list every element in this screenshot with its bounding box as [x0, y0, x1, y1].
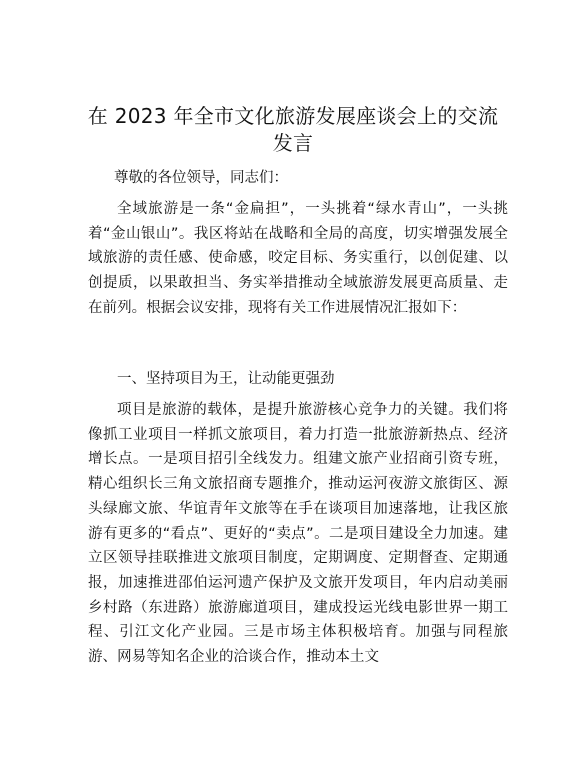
greeting-line: 尊敬的各位领导，同志们： — [114, 170, 288, 186]
document-title: 在 2023 年全市文化旅游发展座谈会上的交流发言 — [87, 104, 499, 155]
section-1-paragraph: 项目是旅游的载体，是提升旅游核心竞争力的关键。我们将像抓工业项目一样抓文旅项目，着力打造一批旅游新热点、经济增长点。一是项目招引全线发力。组建文旅产业招商引资专班，精心组织长三角文旅招商专题推介，推动运河夜游文旅街区、源头绿廊文旅、华谊青年文旅等在手在谈项目加速落地，让我区旅游有更多的“看点”、更好的“卖点”。二是项目建设全力加速。建立区领导挂联推进文旅项目制度，定期调度、定期督查、定期通报，加速推进邵伯运河遗产保护及文旅开发项目，年内启动美丽乡村路（东进路）旅游廊道项目，建成投运光线电影世界一期工程、引江文化产业园。三是市场主体积极培育。加强与同程旅游、网易等知名企业的洽谈合作，推动本土文 — [88, 402, 508, 666]
section-heading-1: 一、坚持项目为王，让动能更强劲 — [117, 371, 335, 387]
intro-paragraph: 全域旅游是一条“金扁担”，一头挑着“绿水青山”，一头挑着“金山银山”。我区将站在战略和全局的高度，切实增强发展全域旅游的责任感、使命感，咬定目标、务实重行，以创促建、以创提质，以果敢担当、务实举措推动全域旅游发展更高质量、走在前列。根据会议安排，现将有关工作进展情况汇报如下： — [88, 201, 508, 316]
